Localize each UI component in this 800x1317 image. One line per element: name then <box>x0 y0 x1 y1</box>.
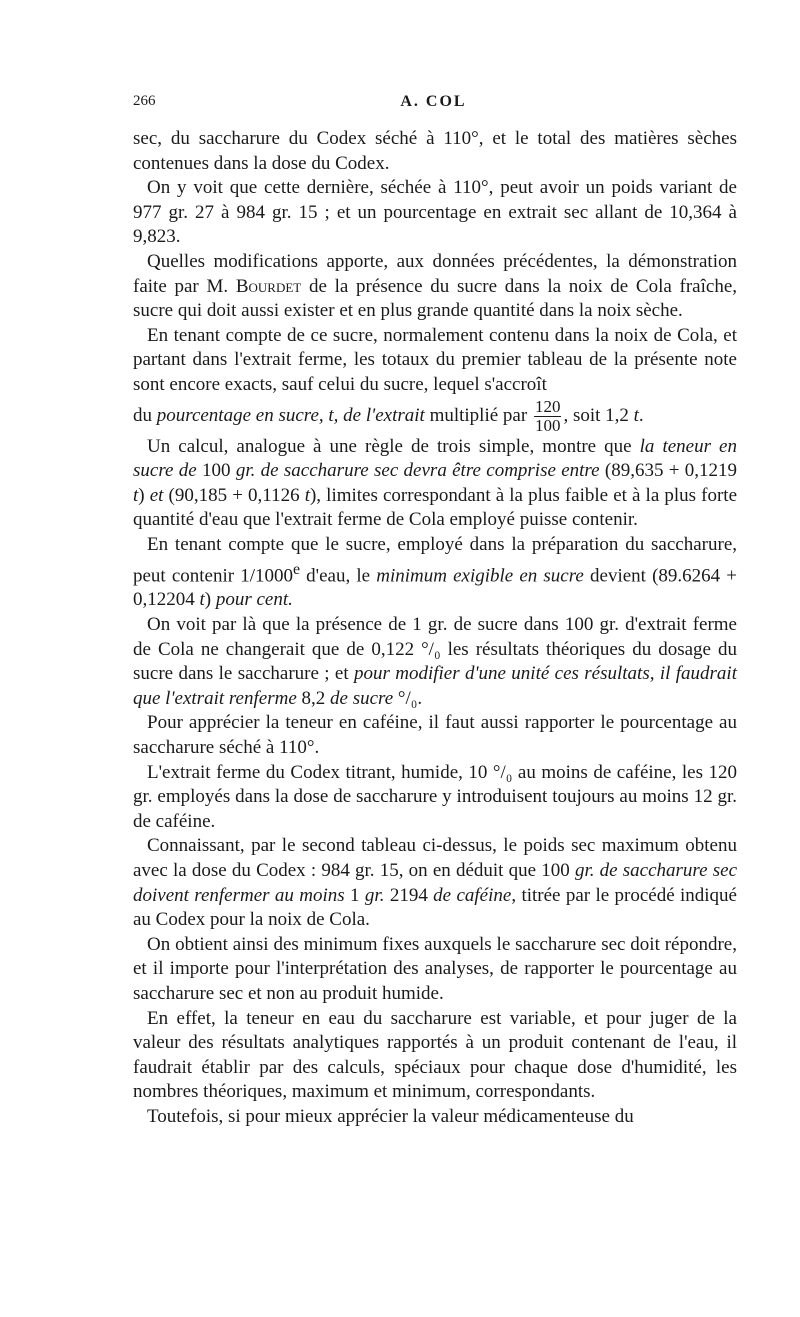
running-head <box>133 93 734 115</box>
paragraph: Quelles modifications apporte, aux données précédentes, la démonstration faite par M. Bourdet de la présence du sucre dans la noix de Cola fraîche, sucre qui doit aussi exister et en plus grande quantité dans la noix sèche. <box>133 250 738 322</box>
fraction-numerator: 120 <box>534 396 561 416</box>
paragraph: En tenant compte que le sucre, employé dans la préparation du saccharure, peut contenir 1/1000e d'eau, le minimum exigible en sucre devient (89.6264 + 0,12204 t) pour cent. <box>133 533 737 611</box>
paragraph: En effet, la teneur en eau du saccharure est variable, et pour juger de la valeur des résultats analytiques rapportés à un produit contenant de l'eau, il faudrait établir par des calculs, spéciaux pour chaque dose d'humidité, les nombres théoriques, maximum et minimum, correspondants. <box>133 1007 737 1103</box>
page-number: 266 <box>133 93 156 109</box>
paragraph-continuation: sec, du saccharure du Codex séché à 110°, et le total des matières sèches contenues dans la dose du Codex. <box>133 128 737 174</box>
paragraph: Connaissant, par le second tableau ci-dessus, le poids sec maximum obtenu avec la dose du Codex : 984 gr. 15, on en déduit que 100 gr. de saccharure sec doivent renfermer au moins 1 gr. 2194 de caféine, titrée par le procédé indiqué au Codex pour la noix de Cola. <box>133 835 737 931</box>
paragraph: On obtient ainsi des minimum fixes auxquels le saccharure sec doit répondre, et il importe pour l'interprétation des analyses, de rapporter le pourcentage au saccharure sec et non au produit humide. <box>133 933 737 1004</box>
author-name: Bourdet <box>235 275 302 297</box>
paragraph: On voit par là que la présence de 1 gr. de sucre dans 100 gr. d'extrait ferme de Cola ne changerait que de 0,122 °/₀ les résultats théoriques du dosage du sucre dans le saccharure ; et pour modifier d'une unité ces résultats, il faudrait que l'extrait renferme 8,2 de sucre °/₀. <box>133 614 737 709</box>
formula-line: du pourcentage en sucre, t, de l'extrait multiplié par $\frac{120}{100}$ , soit 1,2 t. <box>133 396 644 435</box>
running-title: A. COL <box>400 93 467 110</box>
paragraph: Pour apprécier la teneur en caféine, il faut aussi rapporter le pourcentage au saccharure séché à 110°. <box>133 712 737 758</box>
body-text <box>133 127 737 1129</box>
paragraph: L'extrait ferme du Codex titrant, humide, 10 °/₀ au moins de caféine, les 120 gr. employés dans la dose de saccharure y introduisent toujours au moins 12 gr. de caféine. <box>133 761 737 832</box>
paragraph: Un calcul, analogue à une règle de trois simple, montre que la teneur en sucre de 100 gr. de saccharure sec devra être comprise entre (89,635 + 0,1219 t) et (90,185 + 0,1126 t), limites correspondant à la plus faible et à la plus forte quantité d'eau que l'extrait ferme de Cola employé puisse contenir. <box>133 435 738 531</box>
paragraph: En tenant compte de ce sucre, normalement contenu dans la noix de Cola, et partant dans l'extrait ferme, les totaux du premier tableau de la présente note sont encore exacts, sauf celui du sucre, lequel s'accroît <box>133 324 737 395</box>
paragraph: Toutefois, si pour mieux apprécier la valeur médicamenteuse du <box>147 1105 634 1127</box>
paragraph: On y voit que cette dernière, séchée à 110°, peut avoir un poids variant de 977 gr. 27 à 984 gr. 15 ; et un pourcentage en extrait sec allant de 10,364 à 9,823. <box>133 177 737 248</box>
fraction <box>534 398 562 435</box>
fraction-denominator: 100 <box>534 415 561 435</box>
